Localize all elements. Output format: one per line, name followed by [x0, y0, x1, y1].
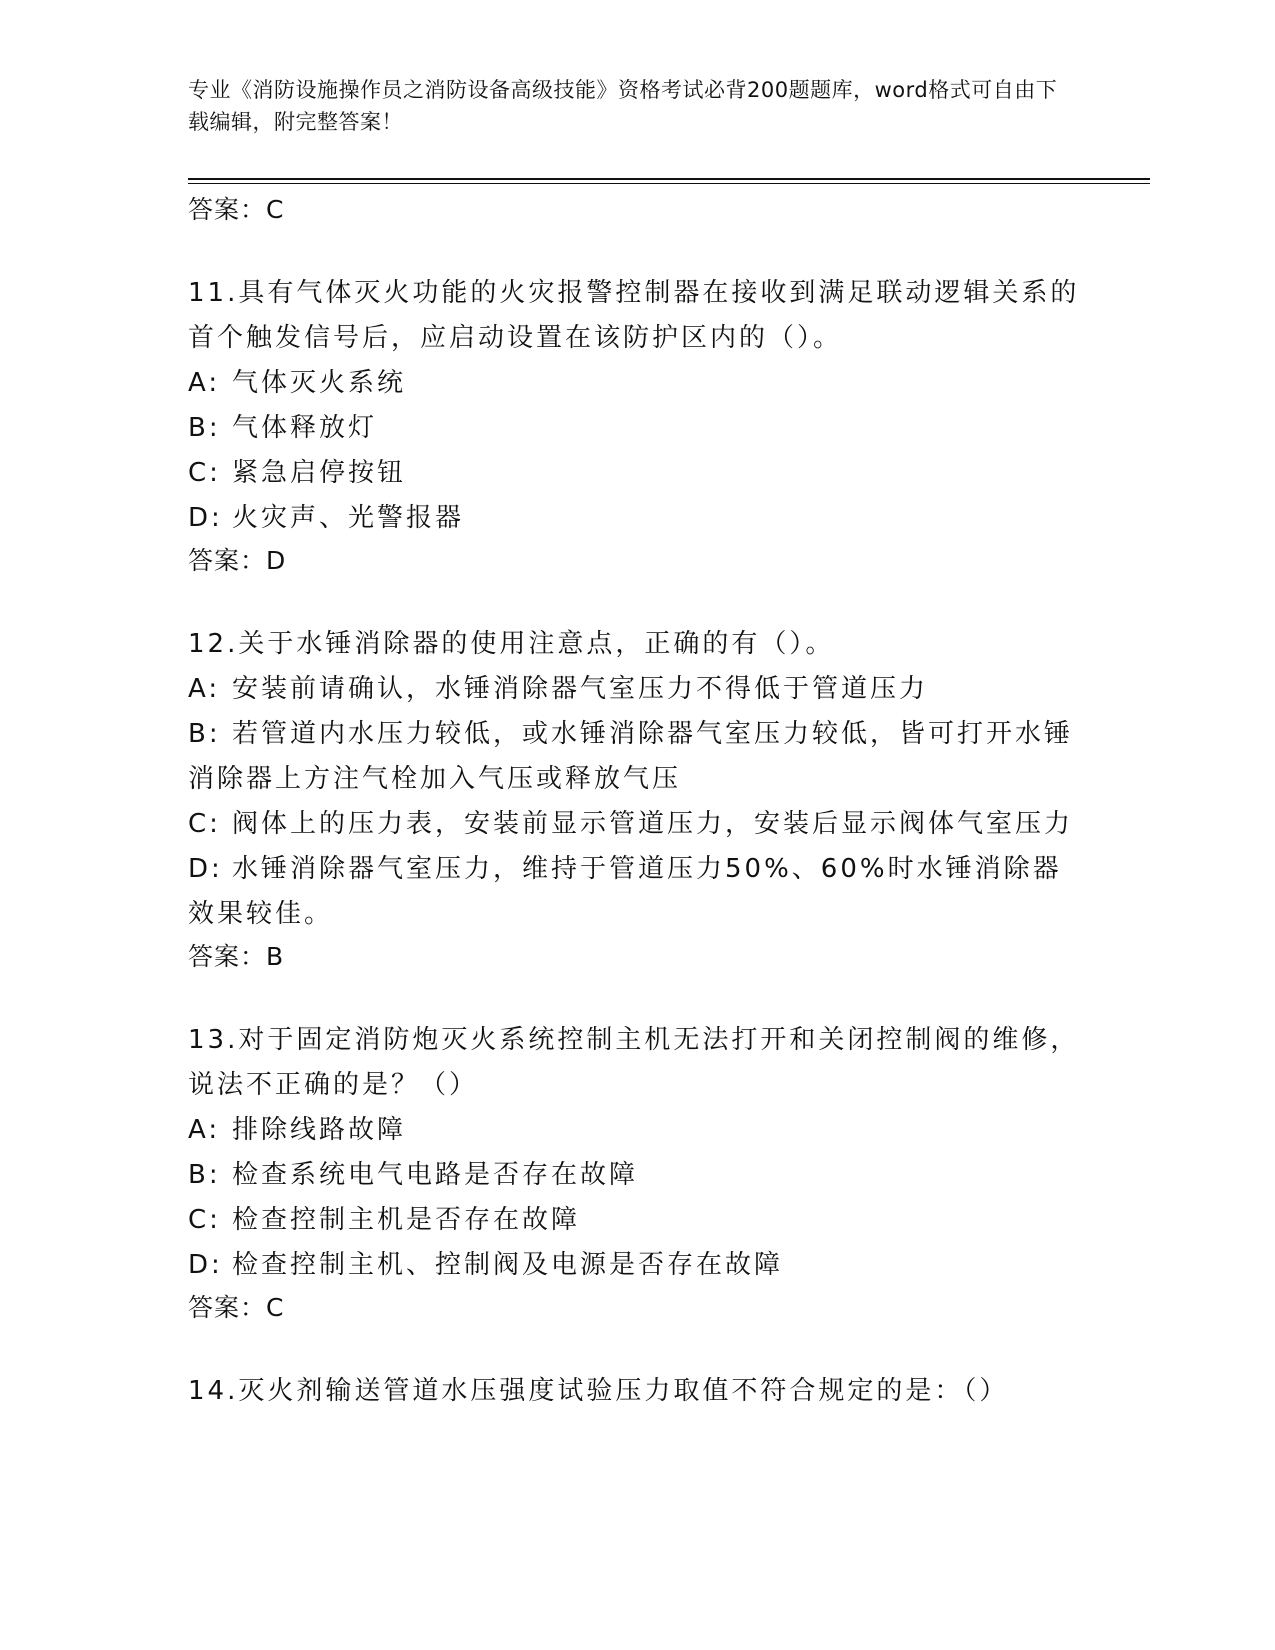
option-text: 安装前请确认，水锤消除器气室压力不得低于管道压力 [232, 674, 929, 704]
option-c [188, 802, 1088, 847]
header-divider-thick [188, 178, 1150, 180]
option-text: 排除线路故障 [232, 1115, 407, 1145]
option-text: 若管道内水压力较低，或水锤消除器气室压力较低，皆可打开水锤消除器上方注气栓加入气压或释放气压 [188, 719, 1074, 794]
option-letter: C: [188, 809, 221, 839]
option-c [188, 1198, 1088, 1243]
option-letter: B: [188, 719, 221, 749]
answer-line: 答案：D [188, 546, 287, 575]
question-text: 12.关于水锤消除器的使用注意点，正确的有（）。 [188, 629, 835, 659]
option-a [188, 361, 1088, 406]
option-d [188, 847, 1088, 937]
option-letter: D: [188, 1250, 223, 1280]
option-text: 气体释放灯 [232, 413, 378, 443]
option-text: 检查控制主机是否存在故障 [232, 1205, 581, 1235]
question-text: 11.具有气体灭火功能的火灾报警控制器在接收到满足联动逻辑关系的首个触发信号后，应启动设置在该防护区内的（）。 [188, 278, 1080, 353]
question-text: 13.对于固定消防炮灭火系统控制主机无法打开和关闭控制阀的维修，说法不正确的是？（） [188, 1025, 1080, 1100]
option-text: 检查控制主机、控制阀及电源是否存在故障 [232, 1250, 784, 1280]
option-letter: A: [188, 674, 221, 704]
option-text: 水锤消除器气室压力，维持于管道压力50%、60%时水锤消除器效果较佳。 [188, 854, 1062, 929]
option-letter: B: [188, 413, 221, 443]
option-text: 紧急启停按钮 [232, 458, 407, 488]
option-letter: A: [188, 368, 221, 398]
option-a [188, 667, 1088, 712]
header-divider-thin [188, 183, 1150, 184]
option-text: 检查系统电气电路是否存在故障 [232, 1160, 639, 1190]
option-letter: C: [188, 1205, 221, 1235]
option-b [188, 1153, 1088, 1198]
option-c [188, 451, 1088, 496]
option-d [188, 1243, 1088, 1288]
answer-line: 答案：B [188, 942, 285, 971]
page-header: 专业《消防设施操作员之消防设备高级技能》资格考试必背200题题库，word格式可自由下载编辑，附完整答案！ [188, 78, 1058, 134]
answer-line: 答案：C [188, 195, 285, 224]
option-text: 阀体上的压力表，安装前显示管道压力，安装后显示阀体气室压力 [232, 809, 1074, 839]
option-b [188, 406, 1088, 451]
question-list [188, 190, 1088, 1414]
option-letter: B: [188, 1160, 221, 1190]
question-item [188, 1018, 1088, 1325]
question-item [188, 271, 1088, 578]
option-b [188, 712, 1088, 802]
question-item [188, 622, 1088, 974]
option-letter: D: [188, 854, 223, 884]
option-d [188, 496, 1088, 541]
option-text: 气体灭火系统 [232, 368, 407, 398]
option-letter: C: [188, 458, 221, 488]
option-a [188, 1108, 1088, 1153]
answer-line: 答案：C [188, 1293, 285, 1322]
question-text: 14.灭火剂输送管道水压强度试验压力取值不符合规定的是：（） [188, 1376, 1009, 1406]
option-letter: A: [188, 1115, 221, 1145]
option-letter: D: [188, 503, 223, 533]
option-text: 火灾声、光警报器 [232, 503, 465, 533]
question-item [188, 1369, 1088, 1414]
